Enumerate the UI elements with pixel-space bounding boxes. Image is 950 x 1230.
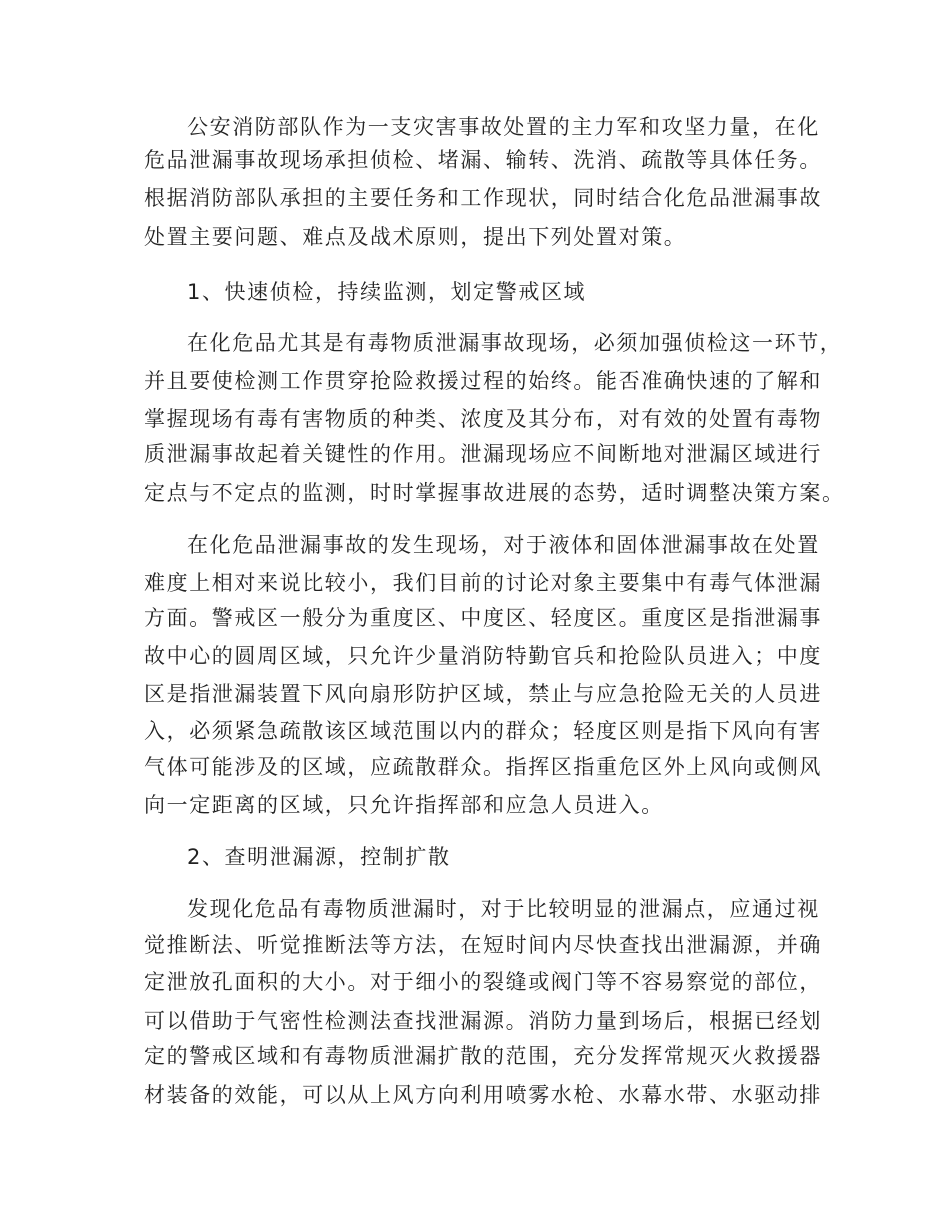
zones-line-1: 在化危品泄漏事故的发生现场，对于液体和固体泄漏事故在处置 <box>187 533 820 557</box>
leak-source-line-1: 发现化危品有毒物质泄漏时，对于比较明显的泄漏点，应通过视 <box>187 897 820 921</box>
zones-line-5: 区是指泄漏装置下风向扇形防护区域，禁止与应急抢险无关的人员进 <box>144 682 822 706</box>
zones-line-7: 气体可能涉及的区域，应疏散群众。指挥区指重危区外上风向或侧风 <box>144 755 822 779</box>
leak-source-line-6: 材装备的效能，可以从上风方向利用喷雾水枪、水幕水带、水驱动排 <box>144 1083 822 1107</box>
leak-source-line-2: 觉推断法、听觉推断法等方法，在短时间内尽快查找出泄漏源，并确 <box>144 933 822 957</box>
leak-source-line-5: 定的警戒区域和有毒物质泄漏扩散的范围，充分发挥常规灭火救援器 <box>144 1044 822 1068</box>
intro-line-3: 根据消防部队承担的主要任务和工作现状，同时结合化危品泄漏事故 <box>144 186 822 210</box>
intro-line-4: 处置主要问题、难点及战术原则，提出下列处置对策。 <box>144 225 687 249</box>
leak-source-line-4: 可以借助于气密性检测法查找泄漏源。消防力量到场后，根据已经划 <box>144 1009 822 1033</box>
zones-line-2: 难度上相对来说比较小，我们目前的讨论对象主要集中有毒气体泄漏 <box>144 571 822 595</box>
detection-line-2: 并且要使检测工作贯穿抢险救援过程的始终。能否准确快速的了解和 <box>144 369 822 393</box>
detection-line-1: 在化危品尤其是有毒物质泄漏事故现场，必须加强侦检这一环节， <box>187 331 843 355</box>
intro-line-1: 公安消防部队作为一支灾害事故处置的主力军和攻坚力量，在化 <box>187 115 820 139</box>
intro-line-2: 危品泄漏事故现场承担侦检、堵漏、输转、洗消、疏散等具体任务。 <box>144 148 822 172</box>
section-heading-1: 1、快速侦检，持续监测，划定警戒区域 <box>187 280 587 304</box>
detection-line-4: 质泄漏事故起着关键性的作用。泄漏现场应不间断地对泄漏区域进行 <box>144 442 822 466</box>
detection-line-5: 定点与不定点的监测，时时掌握事故进展的态势，适时调整决策方案。 <box>144 481 845 505</box>
detection-line-3: 掌握现场有毒有害物质的种类、浓度及其分布，对有效的处置有毒物 <box>144 407 822 431</box>
zones-line-6: 入，必须紧急疏散该区域范围以内的群众；轻度区则是指下风向有害 <box>144 719 822 743</box>
zones-line-8: 向一定距离的区域，只允许指挥部和应急人员进入。 <box>144 793 664 817</box>
leak-source-line-3: 定泄放孔面积的大小。对于细小的裂缝或阀门等不容易察觉的部位， <box>144 970 822 994</box>
zones-line-3: 方面。警戒区一般分为重度区、中度区、轻度区。重度区是指泄漏事 <box>144 606 822 630</box>
section-heading-2: 2、查明泄漏源，控制扩散 <box>187 845 451 869</box>
zones-line-4: 故中心的圆周区域，只允许少量消防特勤官兵和抢险队员进入；中度 <box>144 644 822 668</box>
